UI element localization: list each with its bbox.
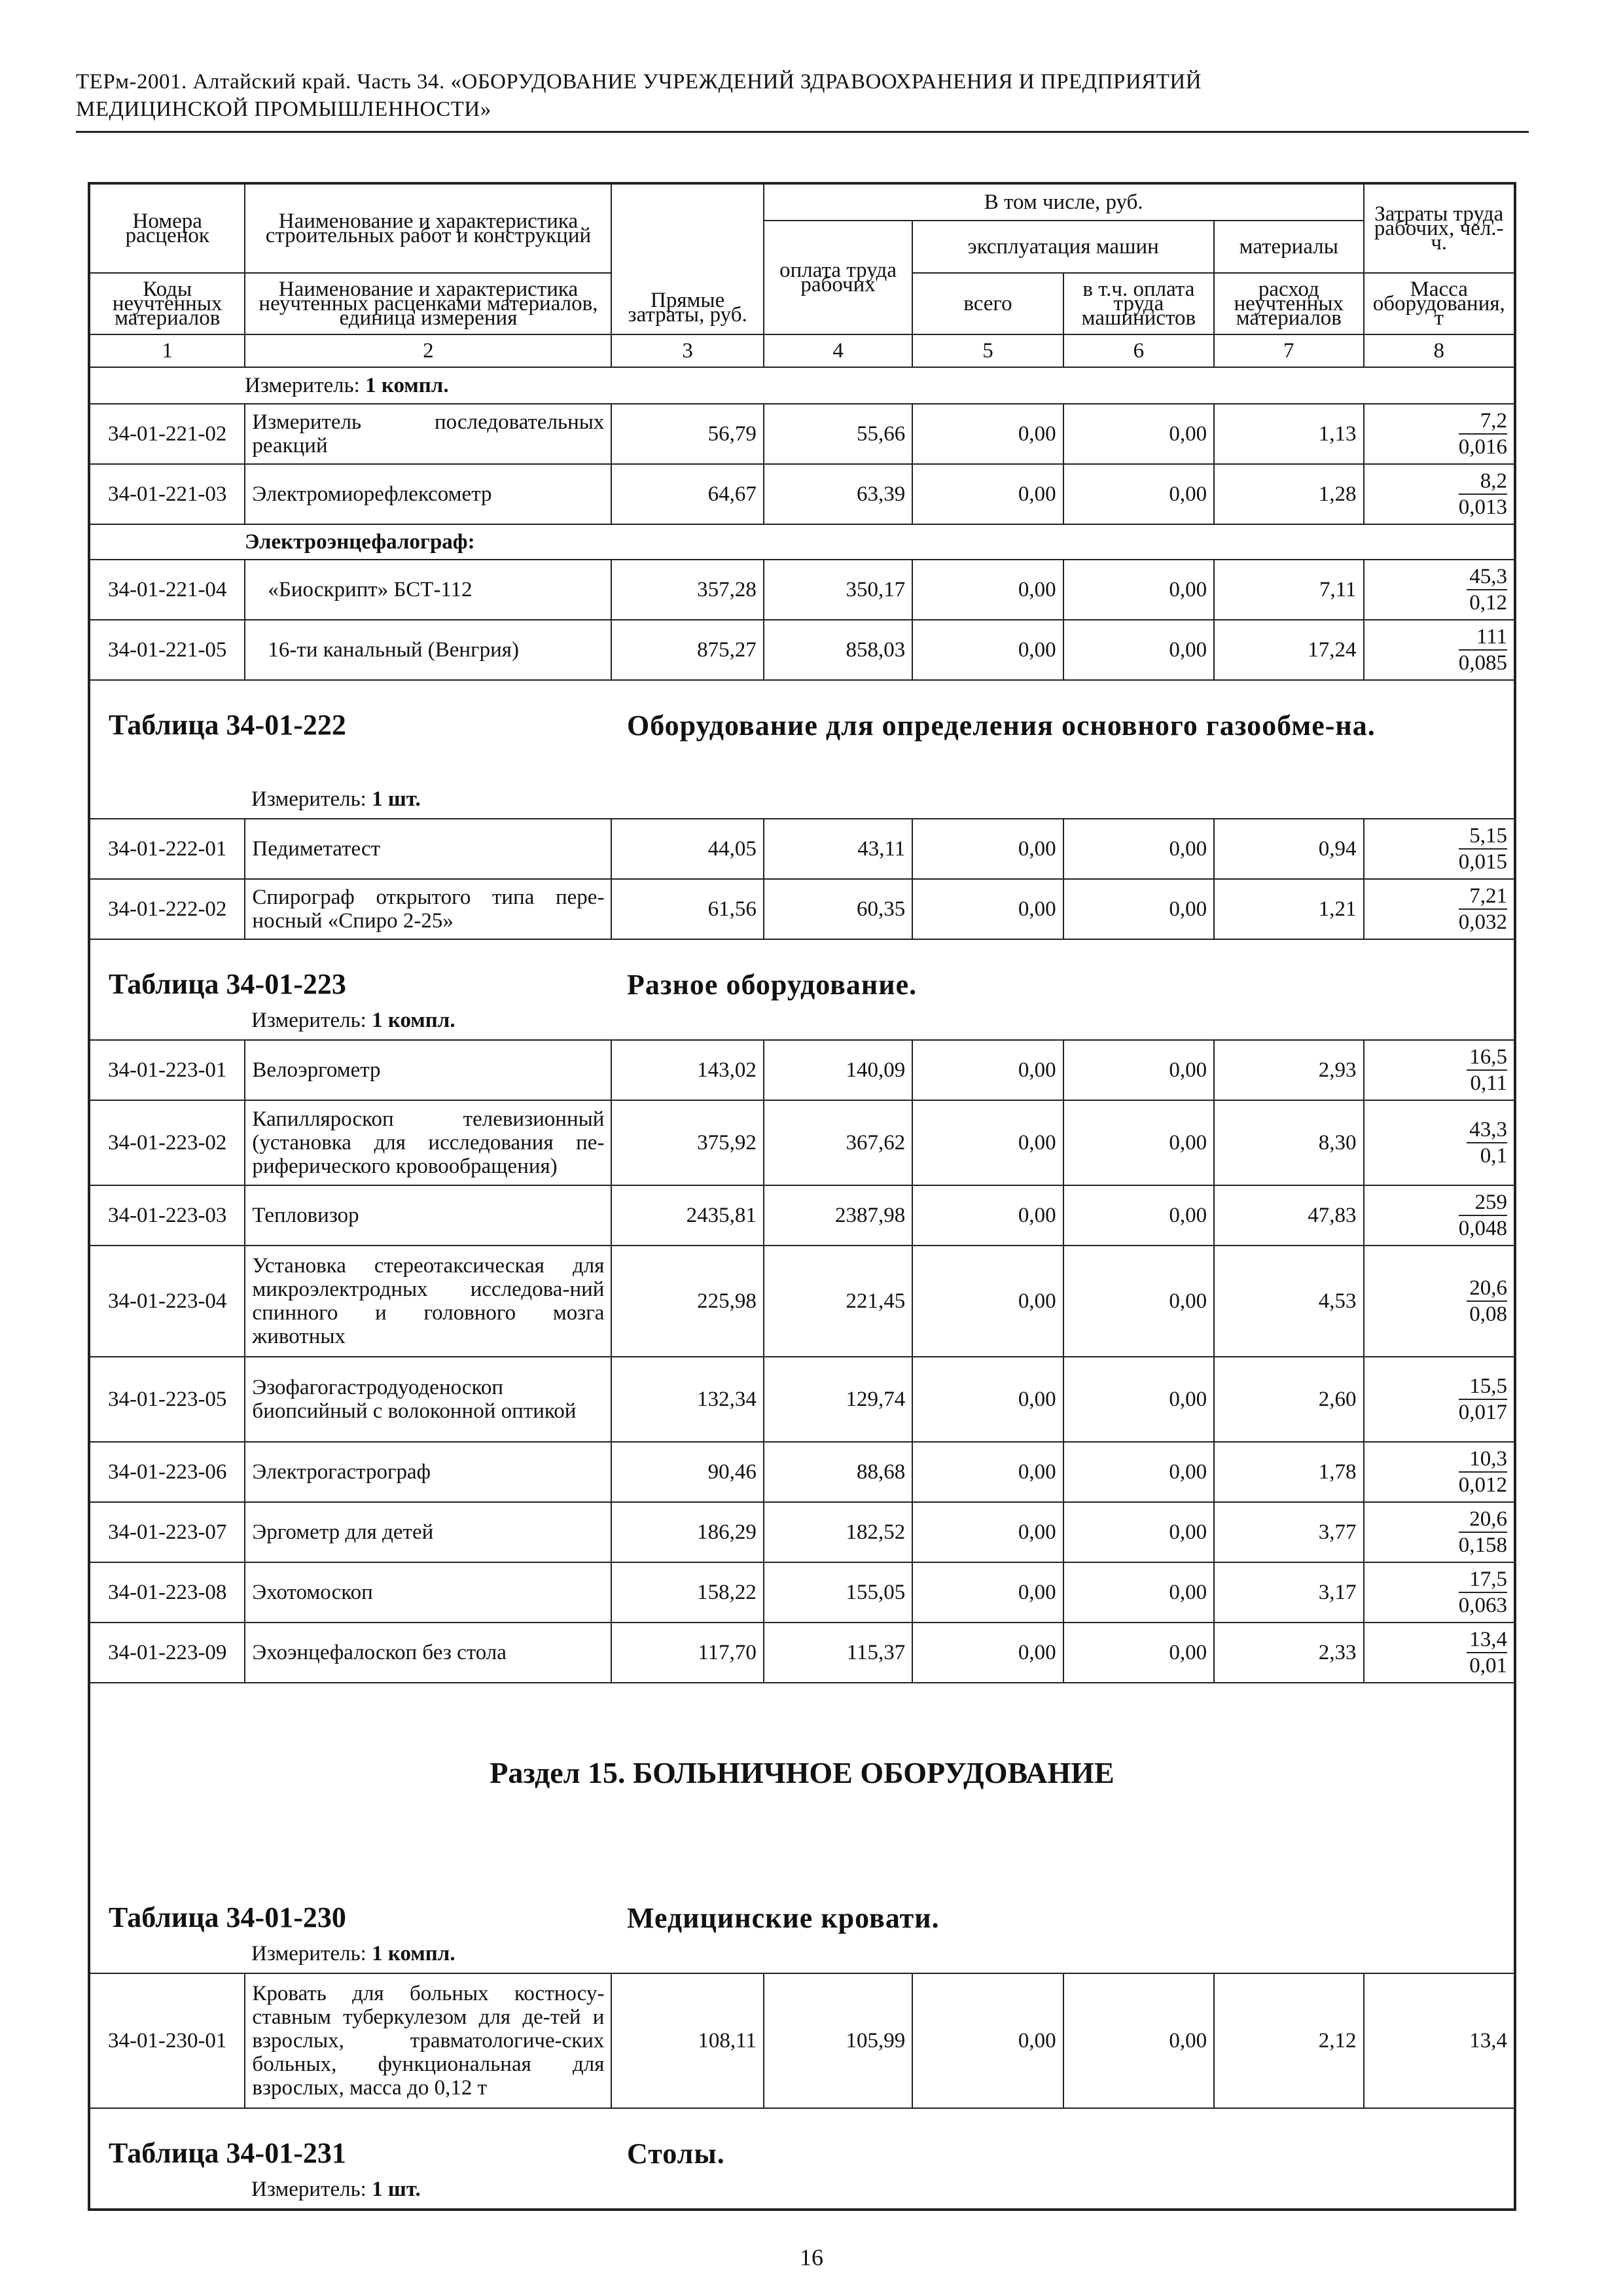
materials-cost: 47,83: [1214, 1185, 1363, 1246]
materials-cost: 3,77: [1214, 1502, 1363, 1562]
rate-code: 34-01-223-08: [90, 1562, 245, 1623]
header-line-2: МЕДИЦИНСКОЙ ПРОМЫШЛЕННОСТИ»: [76, 98, 491, 121]
table-row: [90, 464, 1514, 524]
materials-cost: 17,24: [1214, 620, 1363, 680]
rate-code: 34-01-223-07: [90, 1502, 245, 1562]
wages-cost: 858,03: [764, 620, 912, 680]
labor-mass: [1364, 1100, 1515, 1185]
col-header-labor: Затраты труда рабочих, чел.-ч.: [1364, 184, 1515, 273]
page-number: 16: [800, 2244, 823, 2270]
mass-value: 0,158: [1458, 1534, 1507, 1557]
col-header-mass: Масса оборудования, т: [1364, 273, 1515, 334]
wages-cost: 115,37: [764, 1623, 912, 1683]
machines-total: 0,00: [912, 1040, 1063, 1100]
col-header-including: В том числе, руб.: [764, 184, 1364, 221]
machines-total: 0,00: [912, 620, 1063, 680]
direct-cost: 61,56: [611, 879, 763, 939]
rate-name: «Биоскрипт» БСТ-112: [245, 560, 611, 620]
direct-cost: 117,70: [611, 1623, 763, 1683]
labor-mass: [1364, 1185, 1515, 1246]
machines-total: 0,00: [912, 464, 1063, 524]
direct-cost: 64,67: [611, 464, 763, 524]
mass-value: 0,016: [1458, 435, 1507, 459]
machines-total: 0,00: [912, 1973, 1063, 2108]
table-row: [90, 1623, 1514, 1683]
wages-cost: 367,62: [764, 1100, 912, 1185]
direct-cost: 56,79: [611, 404, 763, 464]
mass-value: 0,048: [1458, 1217, 1507, 1240]
labor-mass: [1364, 464, 1515, 524]
machinists-cost: 0,00: [1063, 819, 1214, 879]
labor-mass: [1364, 404, 1515, 464]
labor-mass: [1364, 1623, 1515, 1683]
mass-value: 0,01: [1469, 1654, 1507, 1677]
wages-cost: 140,09: [764, 1040, 912, 1100]
rate-code: 34-01-223-03: [90, 1185, 245, 1246]
labor-mass: [1364, 1246, 1515, 1357]
rate-name: Тепловизор: [245, 1185, 611, 1246]
section-title: Раздел 15. БОЛЬНИЧНОЕ ОБОРУДОВАНИЕ: [490, 1756, 1115, 1789]
mass-value: 0,063: [1458, 1594, 1507, 1617]
machinists-cost: 0,00: [1063, 1623, 1214, 1683]
materials-cost: 8,30: [1214, 1100, 1363, 1185]
mass-value: 0,08: [1469, 1302, 1507, 1326]
machines-total: 0,00: [912, 560, 1063, 620]
machines-total: 0,00: [912, 1562, 1063, 1623]
direct-cost: 44,05: [611, 819, 763, 879]
wages-cost: 105,99: [764, 1973, 912, 2108]
wages-cost: 129,74: [764, 1357, 912, 1442]
machines-total: 0,00: [912, 404, 1063, 464]
col-num: 8: [1364, 334, 1515, 367]
wages-cost: 88,68: [764, 1442, 912, 1502]
direct-cost: 132,34: [611, 1357, 763, 1442]
machines-total: 0,00: [912, 1357, 1063, 1442]
mass-value: 0,017: [1458, 1401, 1507, 1424]
machinists-cost: 0,00: [1063, 1246, 1214, 1357]
machinists-cost: 0,00: [1063, 879, 1214, 939]
rate-name: Эхоэнцефалоскоп без стола: [245, 1623, 611, 1683]
meter-text: Измеритель: 1 шт.: [251, 2178, 421, 2201]
meter-row: [90, 367, 1514, 404]
col-header-unaccounted: расход неучтенных материалов: [1214, 273, 1363, 334]
wages-cost: 155,05: [764, 1562, 912, 1623]
rate-code: 34-01-223-02: [90, 1100, 245, 1185]
rate-code: 34-01-223-01: [90, 1040, 245, 1100]
table-row: [90, 1442, 1514, 1502]
labor-value: 5,15: [1459, 823, 1507, 850]
direct-cost: 2435,81: [611, 1185, 763, 1246]
labor-value: 8,2: [1459, 469, 1507, 495]
col-num: 5: [912, 334, 1063, 367]
mass-value: 0,032: [1458, 910, 1507, 934]
direct-cost: 90,46: [611, 1442, 763, 1502]
rate-code: 34-01-223-04: [90, 1246, 245, 1357]
wages-cost: 2387,98: [764, 1185, 912, 1246]
wages-cost: 60,35: [764, 879, 912, 939]
machinists-cost: 0,00: [1063, 560, 1214, 620]
machines-total: 0,00: [912, 1623, 1063, 1683]
table-header-222: [90, 680, 1514, 819]
machines-total: 0,00: [912, 1100, 1063, 1185]
rate-code: 34-01-222-02: [90, 879, 245, 939]
labor-value: 7,2: [1459, 408, 1507, 435]
col-num: 7: [1214, 334, 1363, 367]
labor-mass: [1364, 560, 1515, 620]
machinists-cost: 0,00: [1063, 1357, 1214, 1442]
machines-total: 0,00: [912, 1185, 1063, 1246]
table-row: [90, 1100, 1514, 1185]
table-row: [90, 404, 1514, 464]
wages-cost: 221,45: [764, 1246, 912, 1357]
labor-value: 17,5: [1459, 1567, 1507, 1593]
table-row: [90, 620, 1514, 680]
machinists-cost: 0,00: [1063, 1562, 1214, 1623]
direct-cost: 158,22: [611, 1562, 763, 1623]
machinists-cost: 0,00: [1063, 404, 1214, 464]
rate-name: 16-ти канальный (Венгрия): [245, 620, 611, 680]
col-header-materials: материалы: [1214, 221, 1363, 273]
col-header-codes: Коды неучтенных материалов: [90, 273, 245, 334]
labor-mass: [1364, 1442, 1515, 1502]
rate-code: 34-01-223-05: [90, 1357, 245, 1442]
header-rule: [76, 131, 1529, 133]
rate-code: 34-01-223-06: [90, 1442, 245, 1502]
col-header-direct: Прямые затраты, руб.: [611, 184, 763, 334]
rate-name: Эргометр для детей: [245, 1502, 611, 1562]
col-num: 1: [90, 334, 245, 367]
labor-mass: [1364, 620, 1515, 680]
materials-cost: 4,53: [1214, 1246, 1363, 1357]
table-row: [90, 1246, 1514, 1357]
mass-value: 0,11: [1470, 1071, 1507, 1095]
machinists-cost: 0,00: [1063, 1442, 1214, 1502]
header-line-1: ТЕРм-2001. Алтайский край. Часть 34. «ОБОРУДОВАНИЕ УЧРЕЖДЕНИЙ ЗДРАВООХРАНЕНИЯ И ПРЕДПРИЯТИЙ: [76, 70, 1202, 94]
table-row: [90, 1502, 1514, 1562]
mass-value: 0,012: [1458, 1473, 1507, 1497]
machines-total: 0,00: [912, 1246, 1063, 1357]
col-num: 6: [1063, 334, 1214, 367]
machines-total: 0,00: [912, 1442, 1063, 1502]
materials-cost: 3,17: [1214, 1562, 1363, 1623]
machinists-cost: 0,00: [1063, 1973, 1214, 2108]
materials-cost: 2,33: [1214, 1623, 1363, 1683]
rate-name: Эзофагогастродуоденоскоп биопсийный с волоконной оптикой: [245, 1357, 611, 1442]
rate-name: Педиметатест: [245, 819, 611, 879]
rate-code: 34-01-221-05: [90, 620, 245, 680]
rate-name: Велоэргометр: [245, 1040, 611, 1100]
wages-cost: 63,39: [764, 464, 912, 524]
table-row: [90, 1973, 1514, 2108]
labor-mass: [1364, 1502, 1515, 1562]
table-title: Медицинские кровати.: [627, 1902, 940, 1934]
table-row: [90, 879, 1514, 939]
labor-value: 13,4: [1467, 1627, 1507, 1653]
machines-total: 0,00: [912, 879, 1063, 939]
labor-value: 111: [1459, 624, 1507, 651]
rate-name: Кровать для больных костносу-ставным туберкулезом для де-тей и взрослых, травматологиче-ских больных, функциональная для взрослых, масса до 0,12 т: [245, 1973, 611, 2108]
group-name: Электроэнцефалограф:: [245, 529, 475, 554]
col-num: 4: [764, 334, 912, 367]
page-header: [76, 68, 1529, 123]
direct-cost: 375,92: [611, 1100, 763, 1185]
direct-cost: 143,02: [611, 1040, 763, 1100]
rate-code: 34-01-222-01: [90, 819, 245, 879]
table-header-223: [90, 939, 1514, 1040]
table-title: Столы.: [627, 2138, 725, 2170]
section-header: [90, 1683, 1514, 1873]
direct-cost: 225,98: [611, 1246, 763, 1357]
table-header-231: [90, 2108, 1514, 2209]
rate-name: Электрогастрограф: [245, 1442, 611, 1502]
group-row: [90, 524, 1514, 560]
table-number: Таблица 34-01-222: [109, 709, 346, 741]
machinists-cost: 0,00: [1063, 464, 1214, 524]
rate-name: Капилляроскоп телевизионный (установка для исследования пе-риферического кровообращения): [245, 1100, 611, 1185]
labor-value: 20,6: [1467, 1276, 1507, 1302]
labor-mass: [1364, 819, 1515, 879]
materials-cost: 2,12: [1214, 1973, 1363, 2108]
table-row: [90, 1040, 1514, 1100]
machinists-cost: 0,00: [1063, 1040, 1214, 1100]
labor-mass: [1364, 1357, 1515, 1442]
rate-code: 34-01-221-03: [90, 464, 245, 524]
materials-cost: 1,21: [1214, 879, 1363, 939]
labor-value: 43,3: [1467, 1117, 1507, 1143]
labor-value: 45,3: [1467, 564, 1507, 590]
machinists-cost: 0,00: [1063, 620, 1214, 680]
table-number: Таблица 34-01-230: [109, 1901, 346, 1933]
table-row: [90, 1562, 1514, 1623]
table-row: [90, 560, 1514, 620]
table-title: Оборудование для определения основного газообме-на.: [627, 709, 1376, 742]
labor-mass: [1364, 879, 1515, 939]
table-row: [90, 1185, 1514, 1246]
mass-value: 0,12: [1469, 591, 1507, 615]
table-number: Таблица 34-01-223: [109, 968, 346, 1000]
materials-cost: 0,94: [1214, 819, 1363, 879]
table-row: [90, 1357, 1514, 1442]
labor-value: 20,6: [1459, 1507, 1507, 1533]
col-num: 2: [245, 334, 611, 367]
col-header-name2: Наименование и характеристика неучтенных расценками материалов, единица измерения: [245, 273, 611, 334]
mass-value: 0,015: [1458, 850, 1507, 874]
col-header-total: всего: [912, 273, 1063, 334]
wages-cost: 350,17: [764, 560, 912, 620]
labor-value: 7,21: [1459, 884, 1507, 910]
wages-cost: 55,66: [764, 404, 912, 464]
rate-code: 34-01-230-01: [90, 1973, 245, 2108]
labor-value: 259: [1459, 1190, 1507, 1216]
labor-mass: [1364, 1040, 1515, 1100]
rates-grid: [89, 183, 1515, 2210]
col-num: 3: [611, 334, 763, 367]
labor-mass: [1364, 1562, 1515, 1623]
table-header-230: [90, 1873, 1514, 1973]
labor-value: 15,5: [1459, 1374, 1507, 1400]
direct-cost: 875,27: [611, 620, 763, 680]
rates-table: [88, 182, 1516, 2211]
rate-name: Эхотомоскоп: [245, 1562, 611, 1623]
rate-name: Измеритель последовательных реакций: [245, 404, 611, 464]
meter-text: Измеритель: 1 компл.: [245, 373, 449, 397]
table-number: Таблица 34-01-231: [109, 2137, 346, 2169]
meter-text: Измеритель: 1 компл.: [251, 1942, 455, 1965]
machines-total: 0,00: [912, 819, 1063, 879]
rate-code: 34-01-221-04: [90, 560, 245, 620]
mass-value: 0,085: [1458, 651, 1507, 675]
machinists-cost: 0,00: [1063, 1100, 1214, 1185]
meter-text: Измеритель: 1 компл.: [251, 1009, 455, 1032]
labor-value: 10,3: [1459, 1446, 1507, 1473]
rate-code: 34-01-221-02: [90, 404, 245, 464]
column-numbers-row: [90, 334, 1514, 367]
machines-total: 0,00: [912, 1502, 1063, 1562]
materials-cost: 1,28: [1214, 464, 1363, 524]
rate-name: Спирограф открытого типа пере-носный «Спиро 2-25»: [245, 879, 611, 939]
table-title: Разное оборудование.: [627, 969, 918, 1001]
col-header-machines: эксплуатация машин: [912, 221, 1214, 273]
rate-code: 34-01-223-09: [90, 1623, 245, 1683]
direct-cost: 186,29: [611, 1502, 763, 1562]
materials-cost: 1,13: [1214, 404, 1363, 464]
materials-cost: 1,78: [1214, 1442, 1363, 1502]
rate-name: Электромиорефлексометр: [245, 464, 611, 524]
col-header-name: Наименование и характеристика строительных работ и конструкций: [245, 184, 611, 273]
rate-name: Установка стереотаксическая для микроэлектродных исследова-ний спинного и головного мозга животных: [245, 1246, 611, 1357]
col-header-machinists: в т.ч. оплата труда машинистов: [1063, 273, 1214, 334]
machinists-cost: 0,00: [1063, 1185, 1214, 1246]
meter-text: Измеритель: 1 шт.: [251, 787, 421, 811]
mass-value: 0,1: [1480, 1144, 1507, 1168]
mass-value: 0,013: [1458, 495, 1507, 519]
materials-cost: 2,93: [1214, 1040, 1363, 1100]
wages-cost: 43,11: [764, 819, 912, 879]
col-header-wages: оплата труда рабочих: [764, 221, 912, 334]
table-row: [90, 819, 1514, 879]
direct-cost: 357,28: [611, 560, 763, 620]
materials-cost: 2,60: [1214, 1357, 1363, 1442]
wages-cost: 182,52: [764, 1502, 912, 1562]
labor-value: 13,4: [1364, 1973, 1515, 2108]
labor-value: 16,5: [1467, 1045, 1507, 1071]
col-header-numbers: Номера расценок: [90, 184, 245, 273]
machinists-cost: 0,00: [1063, 1502, 1214, 1562]
direct-cost: 108,11: [611, 1973, 763, 2108]
materials-cost: 7,11: [1214, 560, 1363, 620]
